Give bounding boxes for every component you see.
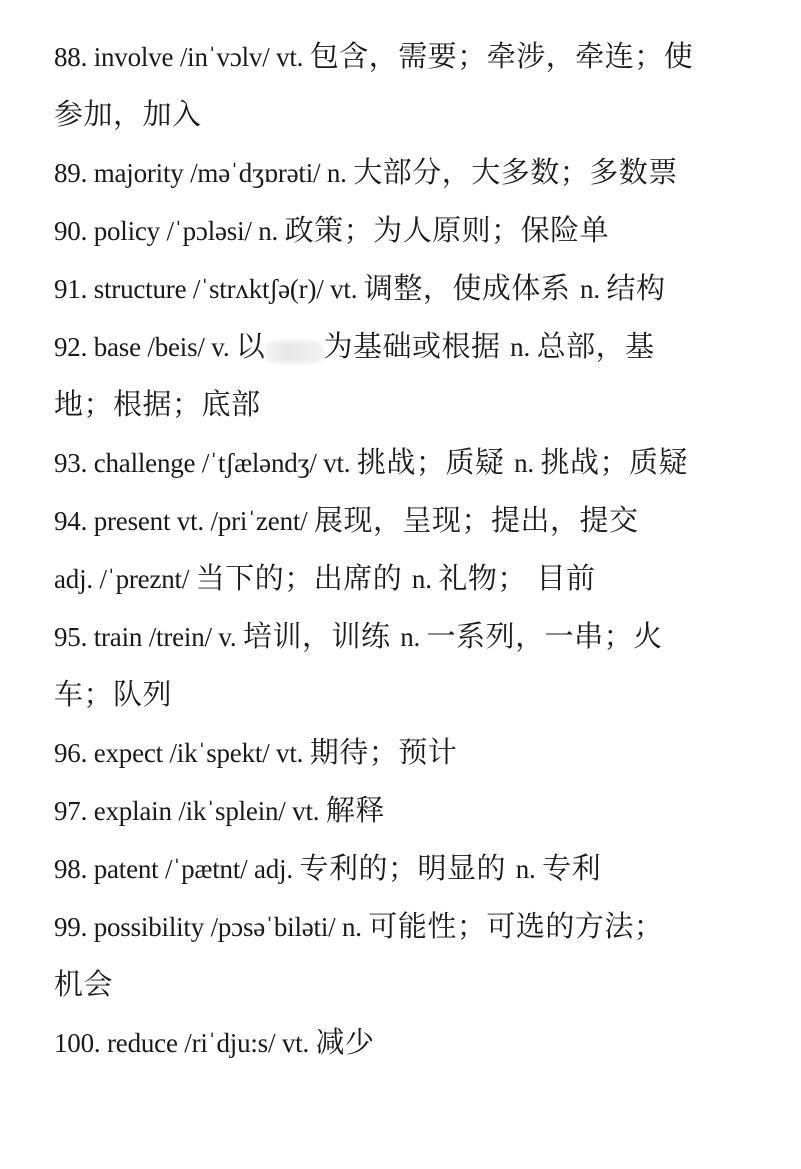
entry-88-continuation: [54, 85, 774, 143]
entry-99-continuation: [54, 955, 774, 1013]
chinese-definition: 结构: [606, 271, 666, 305]
chinese-definition: 展现，呈现；提出，提交: [314, 503, 639, 537]
english-text: 91. structure /ˈstrʌktʃə(r)/ vt.: [54, 274, 364, 304]
blurred-blank: [265, 341, 323, 363]
chinese-definition: 当下的；出席的: [195, 561, 412, 595]
chinese-definition: 解释: [325, 793, 385, 827]
chinese-definition: 专利的；明显的: [299, 851, 516, 885]
english-text: 97. explain /ikˈsplein/ vt.: [54, 796, 326, 826]
english-text: 99. possibility /pɔsəˈbiləti/ n.: [54, 912, 369, 942]
english-text: 90. policy /ˈpɔləsi/ n.: [54, 216, 285, 246]
chinese-definition: 为基础或根据: [323, 329, 511, 363]
english-text: 98. patent /ˈpætnt/ adj.: [54, 854, 300, 884]
entry-91-structure: [54, 259, 774, 317]
chinese-definition: 地；根据；底部: [54, 387, 261, 421]
chinese-definition: 培训，训练: [243, 619, 401, 653]
chinese-definition: 以: [235, 329, 266, 363]
part-of-speech: n.: [514, 448, 541, 478]
chinese-definition: 调整，使成体系: [363, 271, 581, 305]
part-of-speech: n.: [515, 854, 543, 884]
chinese-definition: 车；队列: [54, 677, 173, 711]
entry-89-majority: [54, 143, 774, 201]
chinese-definition: 机会: [54, 967, 114, 1001]
entry-100-reduce: [54, 1013, 774, 1071]
part-of-speech: n.: [510, 332, 537, 362]
part-of-speech: n.: [411, 564, 439, 594]
chinese-definition: 挑战；质疑: [540, 445, 689, 479]
english-text: 96. expect /ikˈspekt/ vt.: [54, 738, 310, 768]
chinese-definition: 一系列，一串；火: [426, 619, 663, 653]
entry-88-involve: [54, 27, 774, 85]
chinese-definition: 政策；为人原则；保险单: [284, 213, 610, 247]
chinese-definition: 大部分，大多数；多数票: [353, 155, 678, 189]
chinese-definition: 总部，基: [536, 329, 655, 363]
entry-98-patent: [54, 839, 774, 897]
entry-94-present: [54, 491, 774, 549]
chinese-definition: 挑战；质疑: [356, 445, 515, 479]
entry-99-possibility: [54, 897, 774, 955]
chinese-definition: 期待；预计: [309, 735, 458, 769]
entry-95-train: [54, 607, 774, 665]
chinese-definition: 参加，加入: [54, 97, 202, 131]
entry-93-challenge: [54, 433, 774, 491]
entry-94-adjective: [54, 549, 774, 607]
part-of-speech: n.: [400, 622, 427, 652]
entry-97-explain: [54, 781, 774, 839]
chinese-definition: 包含，需要；牵涉，牵连；使: [309, 39, 694, 73]
english-text: 100. reduce /riˈdju:s/ vt.: [54, 1028, 316, 1058]
entry-95-continuation: [54, 665, 774, 723]
english-text: 89. majority /məˈdʒɒrəti/ n.: [54, 158, 354, 188]
entry-92-base: [54, 317, 774, 375]
entry-90-policy: [54, 201, 774, 259]
english-text: 93. challenge /ˈtʃæləndʒ/ vt.: [54, 448, 357, 478]
english-text: 95. train /trein/ v.: [54, 622, 244, 652]
english-text: 94. present vt. /priˈzent/: [54, 506, 315, 536]
chinese-definition: 可能性；可选的方法；: [368, 909, 664, 943]
chinese-definition: 专利: [542, 851, 602, 885]
chinese-definition: 减少: [315, 1025, 375, 1059]
english-text: 92. base /beis/ v.: [54, 332, 236, 362]
english-text: 88. involve /inˈvɔlv/ vt.: [54, 42, 310, 72]
entry-92-continuation: [54, 375, 774, 433]
chinese-definition: 礼物； 目前: [438, 561, 596, 595]
english-text: adj. /ˈpreznt/: [54, 564, 196, 594]
entry-96-expect: [54, 723, 774, 781]
part-of-speech: n.: [580, 274, 607, 304]
